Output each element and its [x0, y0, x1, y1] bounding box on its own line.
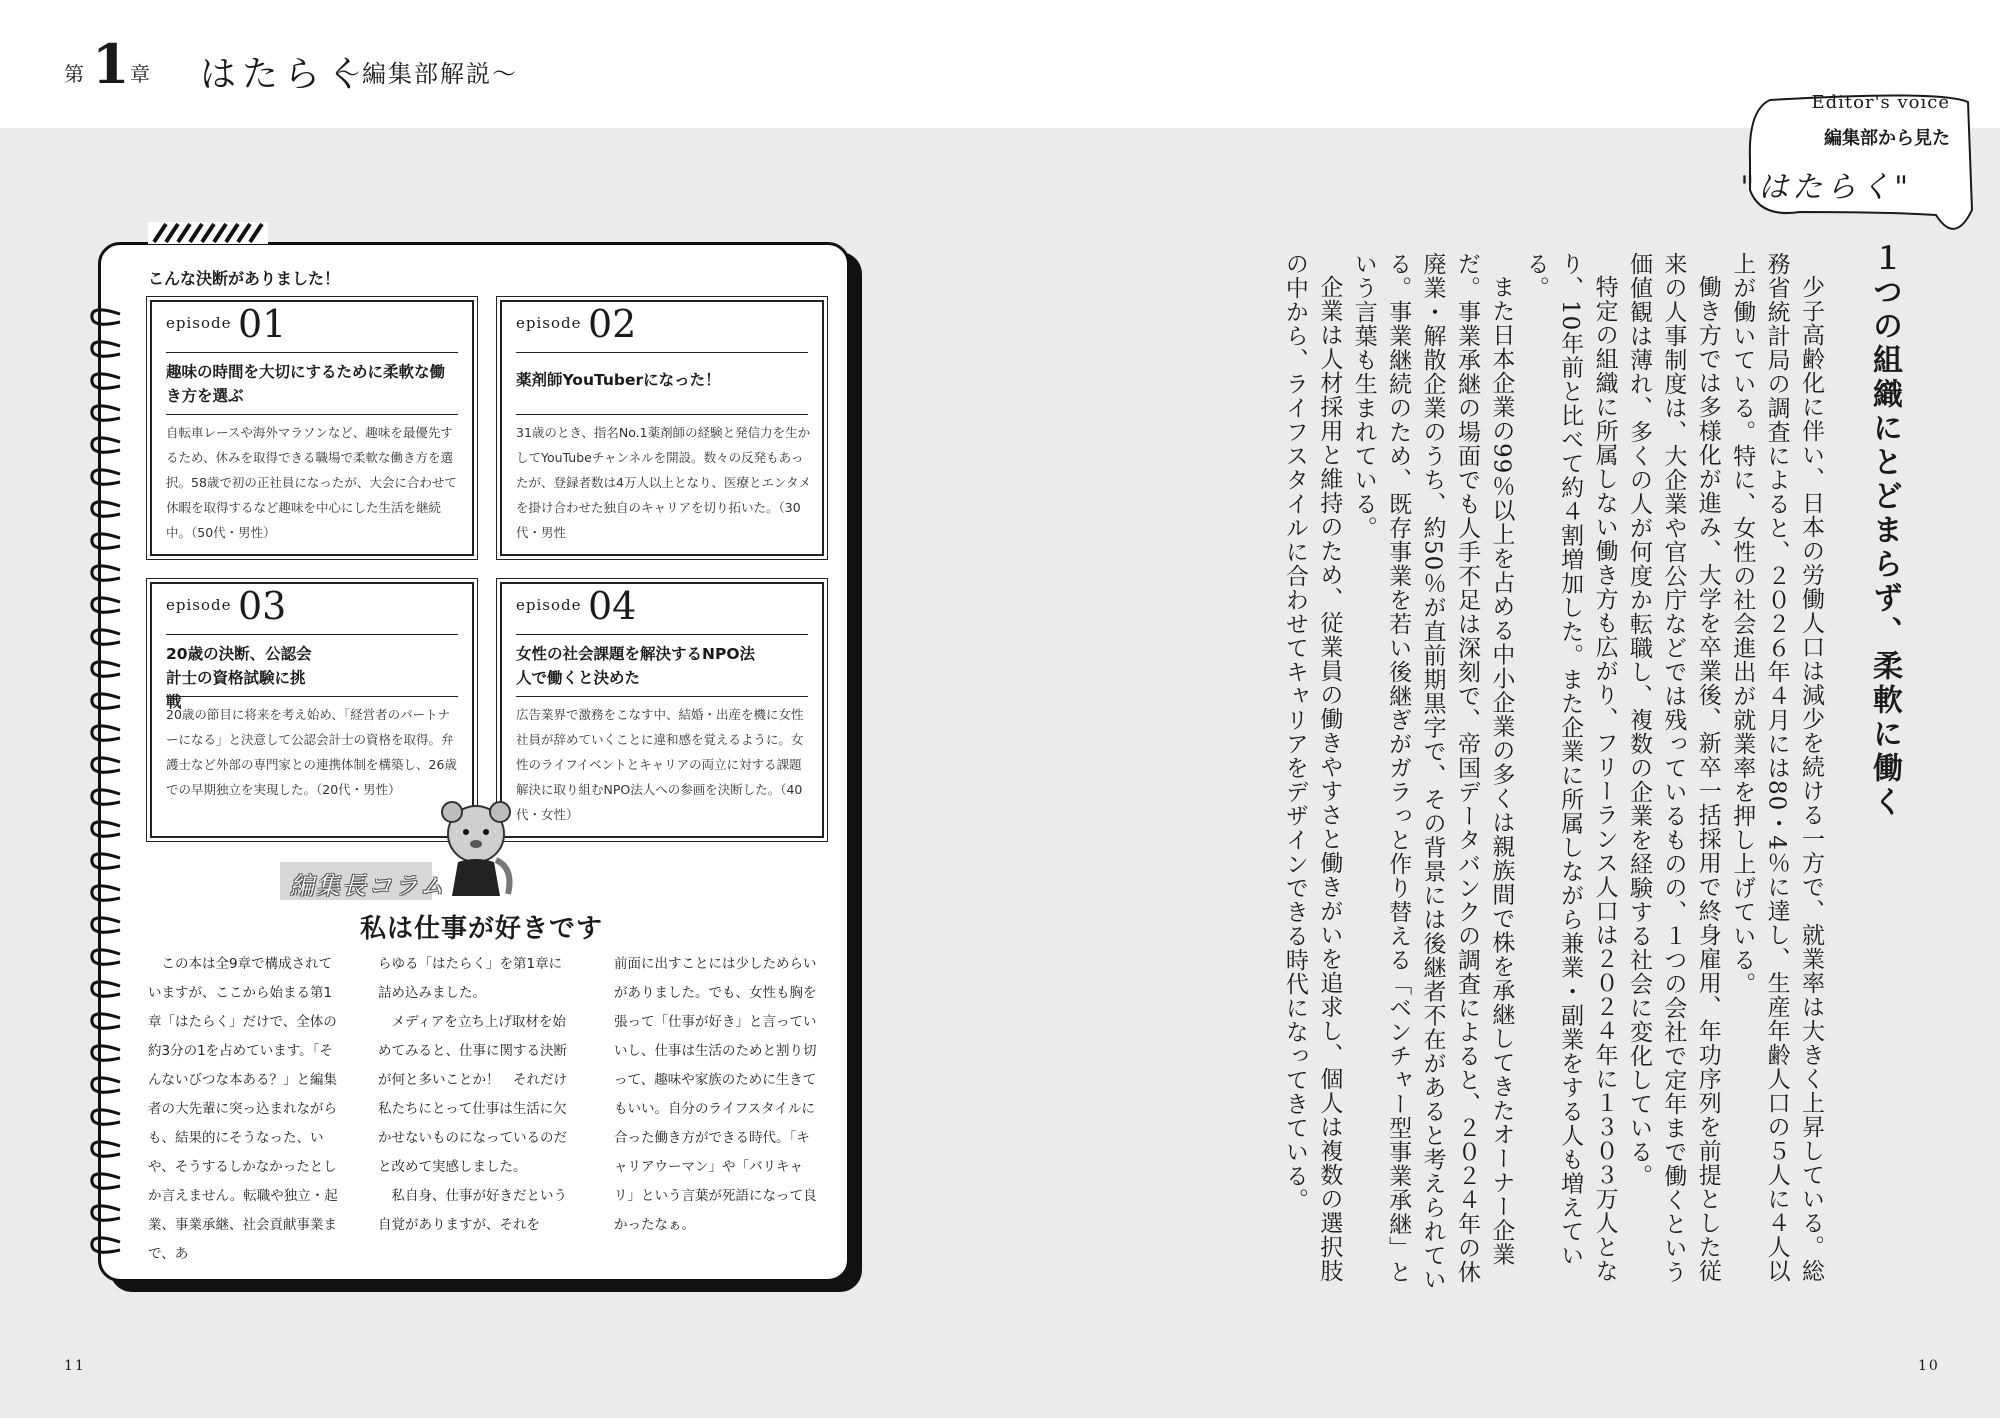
spiral-ring [92, 1046, 120, 1060]
episode-number: 03 [238, 584, 287, 628]
divider [166, 634, 458, 635]
spiral-ring [92, 1238, 120, 1252]
column-label: 編集長コラム [290, 872, 446, 900]
episode-card-03 [150, 582, 474, 838]
divider [516, 352, 808, 353]
page-number-left: 11 [64, 1358, 86, 1374]
spiral-ring [92, 1206, 120, 1220]
spiral-ring [92, 566, 120, 580]
editors-voice-bubble [1740, 40, 1980, 240]
spiral-ring [92, 502, 120, 516]
spiral-ring [92, 918, 120, 932]
episode-number: 01 [238, 302, 287, 346]
episode-number: 02 [588, 302, 637, 346]
spiral-ring [92, 790, 120, 804]
spiral-ring [92, 310, 120, 324]
episode-number: 04 [588, 584, 637, 628]
episode-body: 自転車レースや海外マラソンなど、趣味を最優先するため、休みを取得できる職場で柔軟な働き方を選択。58歳で初の正社員になったが、大会に合わせて休暇を取得するなど趣味を中心にした生活を継続中。（50代・男性） [166, 425, 457, 540]
episode-tag: episode [166, 596, 232, 614]
divider [166, 696, 458, 697]
spiral-ring [92, 950, 120, 964]
spiral-ring [92, 758, 120, 772]
episode-title: 薬剤師YouTuberになった！ [516, 371, 721, 389]
episode-title: 20歳の決断、公認会計士の資格試験に挑戦 [166, 645, 312, 711]
spiral-ring [92, 982, 120, 996]
spiral-ring [92, 630, 120, 644]
spiral-ring [92, 374, 120, 388]
episode-title: 女性の社会課題を解決するNPO法人で働くと決めた [516, 645, 756, 687]
chapter-title: はたらく [200, 54, 369, 95]
notebook-intro: こんな決断がありました！ [148, 269, 341, 288]
editor-mascot-icon [434, 798, 518, 898]
spiral-ring [92, 598, 120, 612]
column-text-col-1: この本は全9章で構成されていますが、ここから始まる第1章「はたらく」だけで、全体の約3分の1を占めています。「そんないびつな本ある？」と編集者の大先輩に突っ込まれながらも、結果的にそうなった、いや、そうするしかなかったとしか言えません。転職や独立・起業、事業承継、社会貢献事業まで、あ [148, 956, 338, 1262]
spiral-ring [92, 822, 120, 836]
hatch-tab-icon [148, 222, 268, 244]
spiral-ring [92, 726, 120, 740]
spiral-ring [92, 694, 120, 708]
divider [166, 352, 458, 353]
chapter-number: 1 [92, 32, 130, 96]
article-body [1136, 252, 1828, 1292]
spiral-ring [92, 854, 120, 868]
divider [516, 634, 808, 635]
spiral-ring [92, 1078, 120, 1092]
editors-voice-subtitle: 編集部から見た [1824, 128, 1950, 149]
spiral-ring [92, 1014, 120, 1028]
article-paragraph: 企業は人材採用と維持のため、従業員の働きやすさと働きがいを追求し、個人は複数の選択肢の中から、ライフスタイルに合わせてキャリアをデザインできる時代になってきている。 [1281, 252, 1343, 1283]
spiral-ring [92, 1174, 120, 1188]
spiral-binding-icon [84, 300, 128, 1260]
spiral-ring [92, 406, 120, 420]
episode-body: 20歳の節目に将来を考え始め、「経営者のパートナーになる」と決意して公認会計士の資格を取得。弁護士など外部の専門家との連携体制を構築し、26歳での早期独立を実現した。（20代・男性） [166, 707, 457, 797]
episode-title: 趣味の時間を大切にするために柔軟な働き方を選ぶ [166, 363, 446, 405]
chapter-suffix: 章 [130, 62, 150, 86]
spiral-ring [92, 1110, 120, 1124]
column-text-col-3: 前面に出すことには少しためらいがありました。でも、女性も胸を張って「仕事が好き」と言っていいし、仕事は生活のためと割り切って、趣味や家族のために生きてもいい。自分のライフスタイルに合った働き方ができる時代。「キャリアウーマン」や「バリキャリ」という言葉が死語になって良かったなぁ。 [614, 956, 817, 1233]
divider [516, 414, 808, 415]
chapter-prefix: 第 [64, 62, 84, 86]
column-text-col-2: らゆる「はたらく」を第1章に詰め込みました。 メディアを立ち上げ取材を始めてみると、仕事に関する決断が何と多いことか！ それだけ私たちにとって仕事は生活に欠かせないものになっているのだと改めて実感しました。 私自身、仕事が好きだという自覚がありますが、それを [378, 956, 567, 1233]
episode-tag: episode [166, 314, 232, 332]
chapter-subtitle: 〜編集部解説〜 [336, 60, 518, 88]
spiral-ring [92, 534, 120, 548]
divider [166, 414, 458, 415]
editors-voice-label: Editor's voice [1811, 92, 1950, 113]
editors-voice-title: "はたらく" [1740, 170, 1912, 205]
article-heading: １つの組織にとどまらず、柔軟に働く [1867, 242, 1902, 820]
episode-body: 31歳のとき、指名No.1薬剤師の経験と発信力を生かしてYouTubeチャンネルを開設。数々の反発もあったが、登録者数は4万人以上となり、医療とエンタメを掛け合わせた独自のキャリアを切り拓いた。（30代・男性 [516, 425, 811, 540]
column-title: 私は仕事が好きです [360, 914, 604, 944]
spiral-ring [92, 886, 120, 900]
spiral-ring [92, 662, 120, 676]
article-paragraph: 特定の組織に所属しない働き方も広がり、フリーランス人口は２０２４年に１３０３万人となり、10年前と比べて約４割増加した。また企業に所属しながら兼業・副業をする人も増えている。 [1522, 252, 1618, 1283]
spiral-ring [92, 438, 120, 452]
episode-card-01 [150, 300, 474, 556]
episode-body: 広告業界で激務をこなす中、結婚・出産を機に女性社員が辞めていくことに違和感を覚えるように。女性のライフイベントとキャリアの両立に対する課題解決に取り組むNPO法人への参画を決断した。（40代・女性） [516, 707, 804, 822]
article-paragraph: 働き方では多様化が進み、大学を卒業後、新卒一括採用で終身雇用、年功序列を前提とした従来の人事制度は、大企業や官公庁などでは残っているものの、１つの会社で定年まで働くという価値観は薄れ、多くの人が何度か転職し、複数の企業を経験する社会に変化している。 [1625, 252, 1721, 1284]
spiral-ring [92, 342, 120, 356]
divider [516, 696, 808, 697]
episode-card-02 [500, 300, 824, 556]
episode-tag: episode [516, 314, 582, 332]
article-paragraph: 少子高齢化に伴い、日本の労働人口は減少を続ける一方で、就業率は大きく上昇している。総務省統計局の調査によると、２０２６年４月には80・4％に達し、生産年齢人口の５人に４人以上が働いている。特に、女性の社会進出が就業率を押し上げている。 [1729, 252, 1824, 1283]
episode-tag: episode [516, 596, 582, 614]
spiral-ring [92, 470, 120, 484]
episode-card-04 [500, 582, 824, 838]
article-paragraph: また日本企業の99％以上を占める中小企業の多くは親族間で株を承継してきたオーナー企業だ。事業承継の場面でも人手不足は深刻で、帝国データバンクの調査によると、２０２４年の休廃業・解散企業のうち、約50％が直前期黒字で、その背景には後継者不在があると考えられている。事業継続のため、既存事業を若い後継ぎがガラっと作り替える「ベンチャー型事業承継」という言葉も生まれている。 [1350, 252, 1515, 1292]
page-number-right: 10 [1918, 1358, 1940, 1374]
spiral-ring [92, 1142, 120, 1156]
